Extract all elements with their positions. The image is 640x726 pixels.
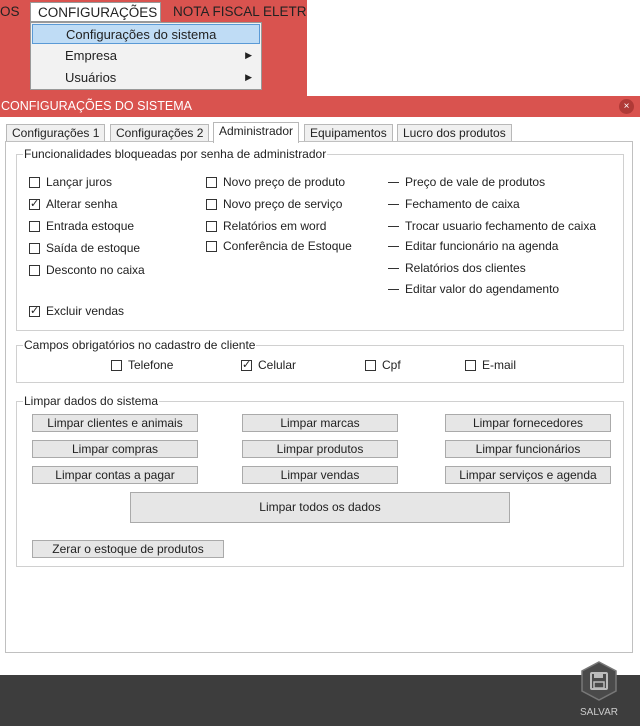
zerar-estoque-button[interactable]: Zerar o estoque de produtos	[32, 540, 224, 558]
checkbox-editar-funcionario[interactable]: Editar funcionário na agenda	[388, 238, 558, 254]
close-icon[interactable]: ×	[619, 99, 634, 114]
dropdown-empresa[interactable]: Empresa ▶	[65, 48, 252, 63]
checkbox-box	[111, 360, 122, 371]
checkbox-box	[388, 284, 399, 290]
funcionalidades-title: Funcionalidades bloqueadas por senha de administrador	[24, 147, 327, 161]
menu-os[interactable]: OS	[0, 4, 20, 19]
menu-nota-fiscal[interactable]: NOTA FISCAL ELETR	[173, 4, 307, 19]
checkbox-box	[206, 199, 217, 210]
checkbox-conferencia-estoque[interactable]: Conferência de Estoque	[206, 238, 352, 254]
checkbox-box	[206, 177, 217, 188]
checkbox-box	[206, 221, 217, 232]
administrador-panel	[5, 141, 633, 653]
checkbox-box	[29, 265, 40, 276]
funcionalidades-group	[16, 147, 624, 331]
checkbox-box	[365, 360, 376, 371]
campos-obrigatorios-group	[16, 338, 624, 383]
checkbox-box	[29, 221, 40, 232]
checkbox-box	[388, 177, 399, 183]
tab-administrador[interactable]: Administrador	[213, 122, 299, 143]
checkbox-box	[29, 243, 40, 254]
checkbox-excluir-vendas[interactable]: ✓ Excluir vendas	[29, 303, 124, 319]
checkbox-box	[388, 221, 399, 227]
footer-bar	[0, 675, 640, 726]
limpar-dados-group	[16, 394, 624, 567]
checkbox-box	[388, 263, 399, 269]
limpar-dados-title: Limpar dados do sistema	[24, 394, 159, 408]
limpar-compras-button[interactable]: Limpar compras	[32, 440, 198, 458]
tab-configuracoes-1[interactable]: Configurações 1	[6, 124, 105, 142]
checkbox-novo-preco-servico[interactable]: Novo preço de serviço	[206, 196, 342, 212]
checkbox-box	[29, 177, 40, 188]
limpar-servicos-agenda-button[interactable]: Limpar serviços e agenda	[445, 466, 611, 484]
checkbox-editar-valor-agendamento[interactable]: Editar valor do agendamento	[388, 281, 559, 297]
configuracoes-dropdown	[30, 22, 262, 90]
checkbox-entrada-estoque[interactable]: Entrada estoque	[29, 218, 134, 234]
limpar-marcas-button[interactable]: Limpar marcas	[242, 414, 398, 432]
tab-lucro-produtos[interactable]: Lucro dos produtos	[397, 124, 512, 142]
save-button[interactable]	[575, 660, 623, 720]
checkbox-relatorios-word[interactable]: Relatórios em word	[206, 218, 326, 234]
limpar-todos-button[interactable]: Limpar todos os dados	[130, 492, 510, 523]
checkbox-box	[388, 199, 399, 205]
checkbox-box	[465, 360, 476, 371]
menu-configuracoes[interactable]: CONFIGURAÇÕES	[30, 2, 161, 22]
limpar-fornecedores-button[interactable]: Limpar fornecedores	[445, 414, 611, 432]
checkbox-saida-estoque[interactable]: Saída de estoque	[29, 240, 140, 256]
checkbox-novo-preco-produto[interactable]: Novo preço de produto	[206, 174, 345, 190]
dropdown-usuarios[interactable]: Usuários ▶	[65, 70, 252, 85]
checkbox-checked	[29, 306, 40, 317]
submenu-arrow-icon: ▶	[245, 50, 252, 60]
checkbox-fechamento-caixa[interactable]: Fechamento de caixa	[388, 196, 520, 212]
dropdown-configuracoes-sistema[interactable]: Configurações do sistema	[32, 24, 260, 44]
tab-equipamentos[interactable]: Equipamentos	[304, 124, 393, 142]
tab-configuracoes-2[interactable]: Configurações 2	[110, 124, 209, 142]
save-label: SALVAR	[580, 707, 618, 718]
settings-window	[0, 117, 640, 675]
limpar-produtos-button[interactable]: Limpar produtos	[242, 440, 398, 458]
checkbox-desconto-caixa[interactable]: Desconto no caixa	[29, 262, 145, 278]
window-titlebar	[0, 96, 640, 117]
submenu-arrow-icon: ▶	[245, 72, 252, 82]
checkbox-alterar-senha[interactable]: ✓ Alterar senha	[29, 196, 117, 212]
checkbox-cpf[interactable]: Cpf	[365, 357, 401, 373]
campos-obrigatorios-title: Campos obrigatórios no cadastro de cliente	[24, 338, 256, 352]
limpar-contas-pagar-button[interactable]: Limpar contas a pagar	[32, 466, 198, 484]
checkbox-box	[206, 241, 217, 252]
window-title: CONFIGURAÇÕES DO SISTEMA	[1, 99, 192, 113]
checkbox-lancar-juros[interactable]: Lançar juros	[29, 174, 112, 190]
checkbox-checked	[241, 360, 252, 371]
checkbox-checked	[29, 199, 40, 210]
checkbox-preco-vale[interactable]: Preço de vale de produtos	[388, 174, 545, 190]
checkbox-celular[interactable]: ✓ Celular	[241, 357, 296, 373]
checkbox-box	[388, 241, 399, 247]
save-icon	[578, 660, 620, 702]
checkbox-telefone[interactable]: Telefone	[111, 357, 173, 373]
limpar-funcionarios-button[interactable]: Limpar funcionários	[445, 440, 611, 458]
checkbox-email[interactable]: E-mail	[465, 357, 516, 373]
limpar-clientes-button[interactable]: Limpar clientes e animais	[32, 414, 198, 432]
limpar-vendas-button[interactable]: Limpar vendas	[242, 466, 398, 484]
checkbox-trocar-usuario[interactable]: Trocar usuario fechamento de caixa	[388, 218, 596, 234]
checkbox-relatorios-clientes[interactable]: Relatórios dos clientes	[388, 260, 526, 276]
